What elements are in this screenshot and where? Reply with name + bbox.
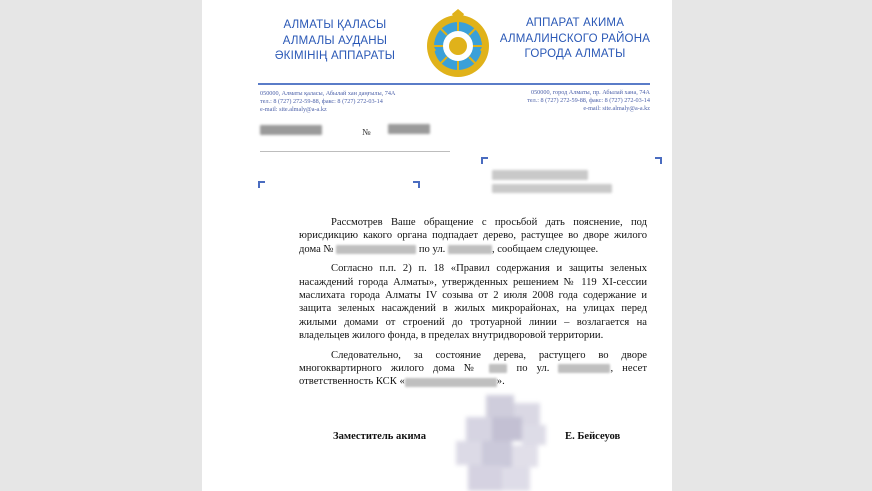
redacted-house-number-2	[489, 364, 507, 373]
header-kz-line-2: АЛМАЛЫ АУДАНЫ	[282, 34, 388, 47]
corner-mark-left	[258, 181, 265, 188]
paragraph-3-close: ».	[496, 376, 505, 388]
address-ru-line-3: e-mail: site.almaly@a-a.kz	[583, 105, 650, 112]
paragraph-1	[299, 216, 647, 256]
address-russian	[502, 89, 650, 113]
outgoing-underline	[260, 151, 450, 152]
header-kazakh	[260, 18, 410, 65]
background-left	[0, 0, 202, 491]
address-kz-line-2: тел.: 8 (727) 272-59-88, факс: 8 (727) 272-03-14	[260, 98, 383, 105]
redacted-outgoing-date	[260, 125, 322, 135]
redacted-outgoing-number	[388, 124, 430, 134]
header-kz-line-3: ӘКІМІНІҢ АППАРАТЫ	[274, 50, 396, 62]
header-ru-line-2: АЛМАЛИНСКОГО РАЙОНА	[499, 32, 651, 45]
address-kazakh	[260, 90, 395, 114]
signatory-name: Е. Бейсеуов	[565, 431, 621, 442]
header-ru-line-3: ГОРОДА АЛМАТЫ	[524, 48, 626, 60]
redacted-street-2	[558, 364, 610, 373]
paragraph-1-text: Рассмотрев Ваше обращение с просьбой дать пояснение, под юрисдикцию какого органа подпадает дерево, растущее во дворе жилого дома №	[299, 217, 647, 255]
paragraph-3-street: по ул.	[516, 363, 550, 375]
corner-mark-top-right	[655, 157, 662, 164]
paragraph-3-end: , несет ответственность КСК «	[299, 363, 647, 388]
address-ru-line-2: тел.: 8 (727) 272-59-88, факс: 8 (727) 272-03-14	[527, 97, 650, 104]
corner-mark-right	[413, 181, 420, 188]
redacted-ksk-name	[405, 378, 497, 387]
header-ru-line-1: АППАРАТ АКИМА	[525, 17, 625, 29]
paragraph-3-text: Следовательно, за состояние дерева, растущего во дворе многоквартирного жилого дома №	[299, 349, 647, 375]
redacted-signature	[442, 395, 582, 491]
address-kz-line-3: e-mail: site.almaly@a-a.kz	[260, 106, 327, 113]
signatory-title: Заместитель акима	[333, 431, 426, 442]
redacted-street-1	[448, 245, 492, 254]
header-russian	[498, 16, 652, 63]
letter-page	[202, 0, 672, 491]
header-kz-line-1: АЛМАТЫ ҚАЛАСЫ	[283, 19, 387, 31]
corner-mark-addressee	[481, 157, 488, 164]
redacted-addressee-name	[492, 170, 588, 180]
paragraph-1-end: , сообщаем следующее.	[491, 243, 599, 255]
address-kz-line-1: 050000, Алматы қаласы, Абылай хан даңғылы, 74А	[260, 90, 396, 97]
outgoing-number-sign: №	[362, 127, 371, 137]
redacted-house-number-1	[336, 245, 416, 254]
background-right	[672, 0, 872, 491]
state-emblem-icon	[424, 8, 492, 80]
address-ru-line-1: 050000, город Алматы, пр. Абылай хана, 74А	[530, 89, 650, 96]
paragraph-1-street: по ул.	[418, 243, 446, 255]
letter-body	[299, 216, 647, 389]
header-separator	[258, 83, 650, 85]
redacted-addressee-address	[492, 184, 612, 193]
paragraph-3	[299, 349, 647, 389]
paragraph-2: Согласно п.п. 2) п. 18 «Правил содержания и защиты зеленых насаждений города Алматы», утвержденных решением № 119 XI-сессии маслихата города Алматы IV созыва от 2 июля 2008 года содержание и защита зеленых насаждений в жилых микрорайонах, на улицах перед жилыми домами от строений до тротуарной линии – возлагается на владельцев жилого фонда, в пределах внутридворовой территории.	[299, 263, 647, 342]
